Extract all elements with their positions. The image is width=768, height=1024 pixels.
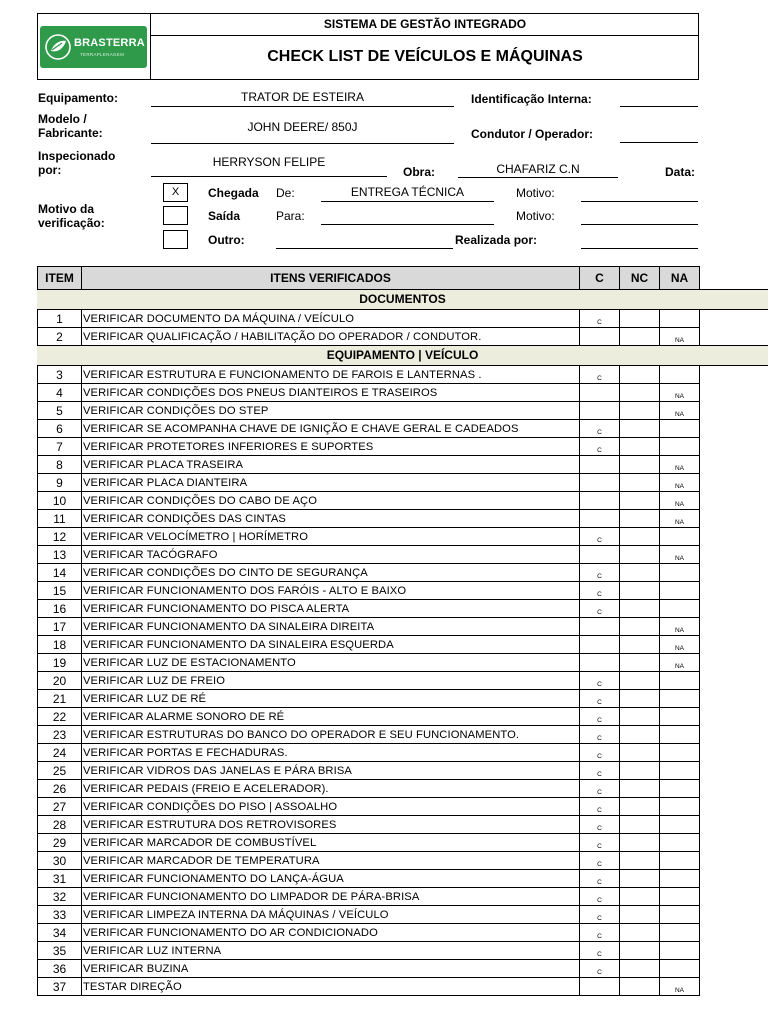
na-check[interactable]: NA	[660, 978, 700, 996]
item-description: VERIFICAR LUZ INTERNA	[82, 942, 580, 960]
table-row	[38, 636, 700, 654]
item-number: 36	[38, 960, 82, 978]
obra-underline	[458, 177, 618, 178]
na-check[interactable]	[660, 780, 700, 798]
table-row	[38, 852, 700, 870]
nc-check[interactable]	[620, 762, 660, 780]
item-number: 19	[38, 654, 82, 672]
c-check[interactable]	[580, 978, 620, 996]
identificacao-field[interactable]	[620, 106, 698, 107]
outro-field[interactable]	[276, 248, 453, 249]
c-check[interactable]: C	[580, 310, 620, 328]
item-number: 37	[38, 978, 82, 996]
c-check[interactable]: C	[580, 690, 620, 708]
item-description: VERIFICAR CONDIÇÕES DO STEP	[82, 402, 580, 420]
nc-check[interactable]	[620, 942, 660, 960]
na-check[interactable]: NA	[660, 654, 700, 672]
table-row	[38, 456, 700, 474]
inspecionado-label: Inspecionado por:	[38, 149, 116, 177]
system-title: SISTEMA DE GESTÃO INTEGRADO	[151, 13, 699, 36]
condutor-label: Condutor / Operador:	[471, 127, 593, 141]
item-number: 22	[38, 708, 82, 726]
item-description: VERIFICAR PLACA DIANTEIRA	[82, 474, 580, 492]
motivo-1-field[interactable]	[581, 201, 698, 202]
item-description: VERIFICAR MARCADOR DE TEMPERATURA	[82, 852, 580, 870]
item-number: 10	[38, 492, 82, 510]
nc-check[interactable]	[620, 960, 660, 978]
obra-field[interactable]: CHAFARIZ C.N	[496, 162, 580, 176]
c-check[interactable]	[580, 618, 620, 636]
na-check[interactable]	[660, 744, 700, 762]
na-check[interactable]	[660, 816, 700, 834]
item-description: VERIFICAR ESTRUTURAS DO BANCO DO OPERADOR E SEU FUNCIONAMENTO.	[82, 726, 580, 744]
nc-check[interactable]	[620, 690, 660, 708]
item-number: 33	[38, 906, 82, 924]
condutor-field[interactable]	[620, 142, 698, 143]
item-number: 14	[38, 564, 82, 582]
equipamento-field[interactable]: TRATOR DE ESTEIRA	[241, 90, 364, 104]
table-row	[38, 366, 700, 384]
item-description: VERIFICAR ESTRUTURA DOS RETROVISORES	[82, 816, 580, 834]
nc-check[interactable]	[620, 708, 660, 726]
c-check[interactable]: C	[580, 906, 620, 924]
c-check[interactable]: C	[580, 366, 620, 384]
table-row	[38, 672, 700, 690]
chegada-label: Chegada	[208, 186, 259, 200]
table-row	[38, 474, 700, 492]
item-number: 13	[38, 546, 82, 564]
na-check[interactable]: NA	[660, 510, 700, 528]
item-description: VERIFICAR VELOCÍMETRO | HORÍMETRO	[82, 528, 580, 546]
section-equipamento-label: EQUIPAMENTO | VEÍCULO	[326, 348, 479, 362]
na-check[interactable]	[660, 366, 700, 384]
c-check[interactable]: C	[580, 726, 620, 744]
nc-check[interactable]	[620, 888, 660, 906]
item-description: VERIFICAR PEDAIS (FREIO E ACELERADOR).	[82, 780, 580, 798]
section-equipamento	[37, 345, 768, 366]
table-row	[38, 888, 700, 906]
nc-check[interactable]	[620, 328, 660, 346]
table-row	[38, 834, 700, 852]
item-number: 15	[38, 582, 82, 600]
item-number: 11	[38, 510, 82, 528]
na-check[interactable]	[660, 906, 700, 924]
leaf-icon	[44, 33, 72, 61]
nc-check[interactable]	[620, 366, 660, 384]
table-row	[38, 924, 700, 942]
data-label: Data:	[665, 165, 696, 179]
c-check[interactable]: C	[580, 420, 620, 438]
item-description: VERIFICAR LIMPEZA INTERNA DA MÁQUINAS / VEÍCULO	[82, 906, 580, 924]
motivo-1-label: Motivo:	[516, 186, 555, 200]
nc-check[interactable]	[620, 834, 660, 852]
nc-check[interactable]	[620, 852, 660, 870]
item-number: 9	[38, 474, 82, 492]
na-check[interactable]: NA	[660, 618, 700, 636]
item-number: 2	[38, 328, 82, 346]
c-check[interactable]	[580, 384, 620, 402]
table-row	[38, 492, 700, 510]
c-check[interactable]	[580, 402, 620, 420]
item-description: VERIFICAR FUNCIONAMENTO DA SINALEIRA DIREITA	[82, 618, 580, 636]
nc-check[interactable]	[620, 744, 660, 762]
c-check[interactable]: C	[580, 528, 620, 546]
item-description: VERIFICAR LUZ DE RÉ	[82, 690, 580, 708]
c-check[interactable]: C	[580, 600, 620, 618]
outro-checkbox[interactable]	[163, 230, 188, 249]
item-number: 6	[38, 420, 82, 438]
nc-check[interactable]	[620, 384, 660, 402]
item-number: 25	[38, 762, 82, 780]
nc-check[interactable]	[620, 816, 660, 834]
na-check[interactable]	[660, 708, 700, 726]
c-check[interactable]: C	[580, 780, 620, 798]
nc-check[interactable]	[620, 726, 660, 744]
na-check[interactable]: NA	[660, 636, 700, 654]
nc-check[interactable]	[620, 510, 660, 528]
table-row	[38, 780, 700, 798]
table-row	[38, 708, 700, 726]
item-description: VERIFICAR SE ACOMPANHA CHAVE DE IGNIÇÃO E CHAVE GERAL E CADEADOS	[82, 420, 580, 438]
item-description: VERIFICAR LUZ DE ESTACIONAMENTO	[82, 654, 580, 672]
item-description: VERIFICAR FUNCIONAMENTO DO LIMPADOR DE PÁRA-BRISA	[82, 888, 580, 906]
item-description: VERIFICAR PROTETORES INFERIORES E SUPORTES	[82, 438, 580, 456]
section-documentos-label: DOCUMENTOS	[359, 292, 446, 306]
item-number: 28	[38, 816, 82, 834]
item-number: 27	[38, 798, 82, 816]
item-description: TESTAR DIREÇÃO	[82, 978, 580, 996]
item-number: 24	[38, 744, 82, 762]
c-check[interactable]: C	[580, 816, 620, 834]
item-description: VERIFICAR QUALIFICAÇÃO / HABILITAÇÃO DO OPERADOR / CONDUTOR.	[82, 328, 580, 346]
c-check[interactable]: C	[580, 852, 620, 870]
table-row	[38, 690, 700, 708]
item-number: 34	[38, 924, 82, 942]
c-check[interactable]: C	[580, 582, 620, 600]
na-check[interactable]	[660, 762, 700, 780]
nc-check[interactable]	[620, 870, 660, 888]
c-check[interactable]: C	[580, 672, 620, 690]
equipamento-label: Equipamento:	[38, 91, 118, 105]
na-check[interactable]	[660, 870, 700, 888]
na-check[interactable]	[660, 888, 700, 906]
na-check[interactable]	[660, 438, 700, 456]
nc-check[interactable]	[620, 564, 660, 582]
c-check[interactable]: C	[580, 564, 620, 582]
modelo-field[interactable]: JOHN DEERE/ 850J	[247, 120, 358, 134]
c-check[interactable]: C	[580, 960, 620, 978]
na-check[interactable]	[660, 942, 700, 960]
table-header-row	[38, 267, 700, 290]
nc-check[interactable]	[620, 636, 660, 654]
table-row	[38, 420, 700, 438]
para-field[interactable]	[321, 224, 494, 225]
c-check[interactable]	[580, 510, 620, 528]
nc-check[interactable]	[620, 654, 660, 672]
table-row	[38, 528, 700, 546]
item-description: VERIFICAR FUNCIONAMENTO DO AR CONDICIONADO	[82, 924, 580, 942]
table-row	[38, 654, 700, 672]
para-label: Para:	[276, 209, 305, 223]
obra-label: Obra:	[403, 165, 436, 179]
item-number: 29	[38, 834, 82, 852]
c-check[interactable]: C	[580, 834, 620, 852]
c-check[interactable]	[580, 546, 620, 564]
col-c: C	[580, 267, 620, 290]
table-row	[38, 726, 700, 744]
table-row	[38, 960, 700, 978]
item-description: VERIFICAR DOCUMENTO DA MÁQUINA / VEÍCULO	[82, 310, 580, 328]
item-number: 1	[38, 310, 82, 328]
item-number: 23	[38, 726, 82, 744]
c-check[interactable]	[580, 456, 620, 474]
de-label: De:	[276, 186, 295, 200]
item-number: 26	[38, 780, 82, 798]
na-check[interactable]	[660, 798, 700, 816]
nc-check[interactable]	[620, 978, 660, 996]
na-check[interactable]: NA	[660, 492, 700, 510]
logo-name: BRASTERRA	[74, 37, 145, 49]
motivo-verificacao-label: Motivo da verificação:	[38, 202, 105, 230]
c-check[interactable]	[580, 328, 620, 346]
na-check[interactable]: NA	[660, 474, 700, 492]
item-number: 31	[38, 870, 82, 888]
item-description: VERIFICAR CONDIÇÕES DO CINTO DE SEGURANÇA	[82, 564, 580, 582]
nc-check[interactable]	[620, 618, 660, 636]
item-number: 16	[38, 600, 82, 618]
table-row	[38, 906, 700, 924]
saida-checkbox[interactable]	[163, 206, 188, 225]
nc-check[interactable]	[620, 924, 660, 942]
table-row	[38, 402, 700, 420]
item-number: 4	[38, 384, 82, 402]
item-description: VERIFICAR ESTRUTURA E FUNCIONAMENTO DE FAROIS E LANTERNAS .	[82, 366, 580, 384]
realizada-label: Realizada por:	[455, 233, 538, 247]
item-description: VERIFICAR CONDIÇÕES DAS CINTAS	[82, 510, 580, 528]
na-check[interactable]	[660, 834, 700, 852]
saida-label: Saída	[208, 209, 241, 223]
motivo-2-label: Motivo:	[516, 209, 555, 223]
c-check[interactable]	[580, 474, 620, 492]
na-check[interactable]	[660, 726, 700, 744]
nc-check[interactable]	[620, 546, 660, 564]
item-number: 32	[38, 888, 82, 906]
item-description: VERIFICAR BUZINA	[82, 960, 580, 978]
nc-check[interactable]	[620, 310, 660, 328]
c-check[interactable]: C	[580, 888, 620, 906]
item-number: 20	[38, 672, 82, 690]
item-number: 35	[38, 942, 82, 960]
checklist-table	[37, 266, 700, 996]
inspecionado-underline	[151, 176, 387, 177]
page-title: CHECK LIST DE VEÍCULOS E MÁQUINAS	[267, 48, 583, 65]
item-description: VERIFICAR FUNCIONAMENTO DO LANÇA-ÁGUA	[82, 870, 580, 888]
na-check[interactable]: NA	[660, 546, 700, 564]
nc-check[interactable]	[620, 798, 660, 816]
na-check[interactable]	[660, 600, 700, 618]
table-row	[38, 564, 700, 582]
item-description: VERIFICAR ALARME SONORO DE RÉ	[82, 708, 580, 726]
na-check[interactable]	[660, 960, 700, 978]
na-check[interactable]	[660, 310, 700, 328]
item-number: 17	[38, 618, 82, 636]
nc-check[interactable]	[620, 420, 660, 438]
c-check[interactable]: C	[580, 798, 620, 816]
na-check[interactable]: NA	[660, 328, 700, 346]
table-row	[38, 798, 700, 816]
table-row	[38, 870, 700, 888]
nc-check[interactable]	[620, 582, 660, 600]
na-check[interactable]	[660, 582, 700, 600]
de-underline	[321, 201, 494, 202]
col-nc: NC	[620, 267, 660, 290]
logo-subtitle: TERRAPLENAGEM	[80, 52, 125, 57]
table-row	[38, 942, 700, 960]
equipamento-underline	[151, 106, 454, 107]
item-number: 12	[38, 528, 82, 546]
item-number: 5	[38, 402, 82, 420]
item-description: VERIFICAR PORTAS E FECHADURAS.	[82, 744, 580, 762]
inspecionado-field[interactable]: HERRYSON FELIPE	[212, 155, 326, 169]
section-documentos	[37, 289, 768, 310]
realizada-field[interactable]	[581, 248, 698, 249]
table-row	[38, 310, 700, 328]
item-number: 21	[38, 690, 82, 708]
na-check[interactable]: NA	[660, 384, 700, 402]
item-description: VERIFICAR CONDIÇÕES DO CABO DE AÇO	[82, 492, 580, 510]
c-check[interactable]	[580, 636, 620, 654]
nc-check[interactable]	[620, 906, 660, 924]
nc-check[interactable]	[620, 438, 660, 456]
table-row	[38, 816, 700, 834]
item-description: VERIFICAR VIDROS DAS JANELAS E PÁRA BRISA	[82, 762, 580, 780]
nc-check[interactable]	[620, 528, 660, 546]
c-check[interactable]	[580, 492, 620, 510]
na-check[interactable]: NA	[660, 456, 700, 474]
item-description: VERIFICAR CONDIÇÕES DO PISO | ASSOALHO	[82, 798, 580, 816]
table-row	[38, 978, 700, 996]
na-check[interactable]	[660, 924, 700, 942]
table-row	[38, 618, 700, 636]
item-number: 3	[38, 366, 82, 384]
item-description: VERIFICAR CONDIÇÕES DOS PNEUS DIANTEIROS E TRASEIROS	[82, 384, 580, 402]
company-logo	[40, 26, 147, 68]
nc-check[interactable]	[620, 780, 660, 798]
na-check[interactable]	[660, 420, 700, 438]
na-check[interactable]: NA	[660, 402, 700, 420]
item-number: 7	[38, 438, 82, 456]
na-check[interactable]	[660, 564, 700, 582]
nc-check[interactable]	[620, 492, 660, 510]
table-row	[38, 510, 700, 528]
na-check[interactable]	[660, 690, 700, 708]
c-check[interactable]: C	[580, 870, 620, 888]
na-check[interactable]	[660, 672, 700, 690]
nc-check[interactable]	[620, 402, 660, 420]
outro-label: Outro:	[208, 233, 245, 247]
item-description: VERIFICAR PLACA TRASEIRA	[82, 456, 580, 474]
c-check[interactable]: C	[580, 762, 620, 780]
nc-check[interactable]	[620, 456, 660, 474]
item-description: VERIFICAR FUNCIONAMENTO DO PISCA ALERTA	[82, 600, 580, 618]
modelo-underline	[151, 143, 454, 144]
item-description: VERIFICAR MARCADOR DE COMBUSTÍVEL	[82, 834, 580, 852]
item-description: VERIFICAR FUNCIONAMENTO DA SINALEIRA ESQUERDA	[82, 636, 580, 654]
identificacao-label: Identificação Interna:	[471, 92, 592, 106]
c-check[interactable]: C	[580, 708, 620, 726]
chegada-checkbox[interactable]: X	[163, 183, 188, 202]
table-row	[38, 328, 700, 346]
table-row	[38, 600, 700, 618]
item-description: VERIFICAR TACÓGRAFO	[82, 546, 580, 564]
item-number: 8	[38, 456, 82, 474]
item-description: VERIFICAR FUNCIONAMENTO DOS FARÓIS - ALTO E BAIXO	[82, 582, 580, 600]
item-number: 30	[38, 852, 82, 870]
table-row	[38, 582, 700, 600]
col-itens: ITENS VERIFICADOS	[82, 267, 580, 290]
table-row	[38, 546, 700, 564]
nc-check[interactable]	[620, 474, 660, 492]
c-check[interactable]: C	[580, 744, 620, 762]
na-check[interactable]	[660, 528, 700, 546]
modelo-label: Modelo / Fabricante:	[38, 112, 103, 140]
item-number: 18	[38, 636, 82, 654]
nc-check[interactable]	[620, 672, 660, 690]
c-check[interactable]: C	[580, 942, 620, 960]
col-na: NA	[660, 267, 700, 290]
table-row	[38, 438, 700, 456]
na-check[interactable]	[660, 852, 700, 870]
table-row	[38, 762, 700, 780]
table-row	[38, 744, 700, 762]
item-description: VERIFICAR LUZ DE FREIO	[82, 672, 580, 690]
de-field[interactable]: ENTREGA TÉCNICA	[350, 185, 465, 199]
c-check[interactable]	[580, 654, 620, 672]
col-item: ITEM	[38, 267, 82, 290]
table-row	[38, 384, 700, 402]
motivo-2-field[interactable]	[581, 224, 698, 225]
c-check[interactable]: C	[580, 438, 620, 456]
nc-check[interactable]	[620, 600, 660, 618]
c-check[interactable]: C	[580, 924, 620, 942]
